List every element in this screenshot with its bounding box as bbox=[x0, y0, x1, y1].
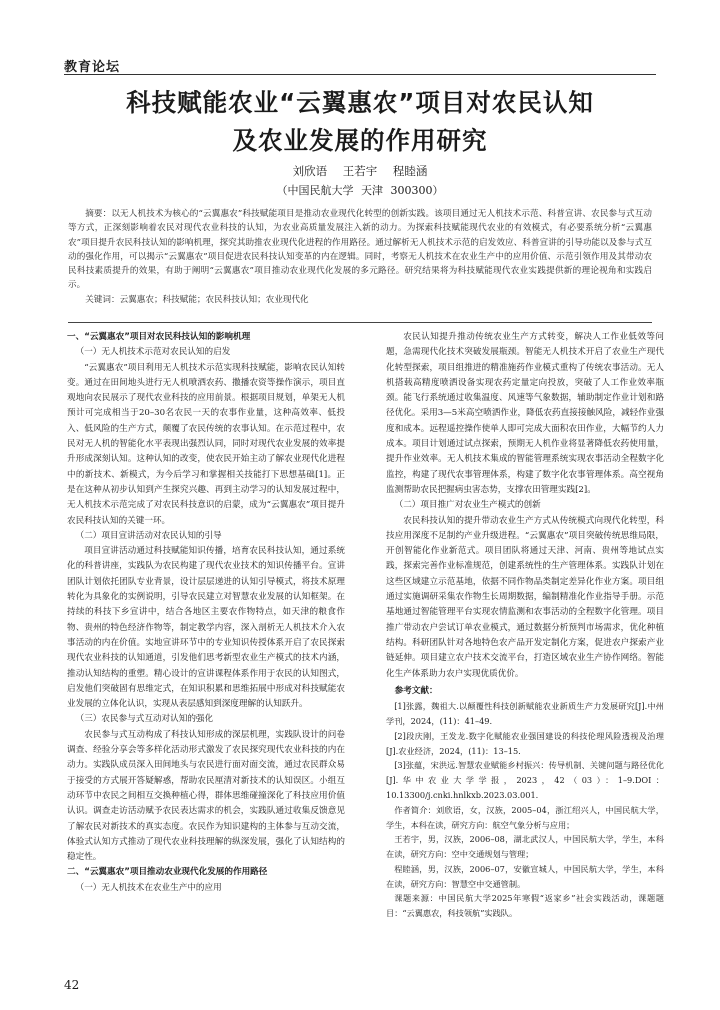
affiliation: （中国民航大学 天津 300300） bbox=[276, 184, 444, 197]
reference-item: [2]段庆刚，王发龙.数字化赋能农业强国建设的科技伦理风险透视及治理[J].农业经济，2024，(11)：13–15. bbox=[386, 730, 664, 756]
header-rule bbox=[64, 74, 656, 75]
left-column bbox=[67, 330, 345, 896]
paragraph: 农民科技认知的提升带动农业生产方式从传统模式向现代化转型，科技应用深度不足制约产业升级进程。“云翼惠农”项目突破传统思维局限，开创智能化作业新范式。项目团队将通过天津、河南、贵州等地试点实践，探索完善作业标准规范，创建系统性的生产管理体系。实践队计划在这些区域建立示范基地，依据不同作物品类制定差异化作业方案。项目组通过实施调研采集农作物生长周期数据，编制精准化作业指导手册。示范基地通过智能管理平台实现农情监测和农事活动的全程数字化管理。项目推广带动农户尝试订单农业模式，通过数据分析预判市场需求，优化种植结构。科研团队针对各地特色农产品开发定制化方案，促进农户探索产业链延伸。项目建立农户技术交流平台，打造区域农业生产协作网络。智能化生产体系助力农户实现优质优价。 bbox=[386, 515, 664, 679]
paragraph: 项目宣讲活动通过科技赋能知识传播，培育农民科技认知，通过系统化的科普讲座，实践队为农民构建了现代农业技术的知识传播平台。宣讲团队计划依托团队专业背景，设计层层递进的认知引导模式，将技术原理转化为具象化的实例说明，引导农民建立对智慧农业发展的认知框架。在持续的科技下乡宣讲中，结合各地区主要农作物特点，如天津的粮食作物、贵州的特色经济作物等，制定教学内容，深入剖析无人机技术介入农事活动的内在价值。实地宣讲环节中的专业知识传授体系开启了农民探索现代农业科技的认知通道，引发他们思考新型农业生产模式的技术内涵，推动认知结构的重塑。精心设计的宣讲课程体系作用于农民的认知图式，启发他们突破固有思维定式，在知识积累和思维拓展中形成对科技赋能农业发展的立体化认识，实现从表层感知到深度理解的认知跃升。 bbox=[67, 546, 345, 710]
subheading-2-1: （一）无人机技术在农业生产中的应用 bbox=[75, 882, 222, 893]
subheading-1-2: （二）项目宣讲活动对农民认知的引导 bbox=[75, 530, 222, 541]
paragraph: “云翼惠农”项目利用无人机技术示范实现科技赋能，影响农民认知转变。通过在田间地头进行无人机喷洒农药、撒播农资等操作演示，项目直观地向农民展示了现代农业科技的应用前景。根据项目规划，单架无人机预计可完成相当于20–30名农民一天的农事作业量，这种高效率、低投入、低风险的生产方式，颠覆了农民传统的农事认知。在示范过程中，农民对无人机的智能化水平表现出强烈认同，同时对现代农业发展的效率提升形成深刻认知。这种认知的改变，使农民开始主动了解农业现代化进程中的新技术、新模式，为今后学习和掌握相关技能打下思想基础[1]。正是在这种从初步认知到产生探究兴趣、再到主动学习的认知发展过程中，无人机技术示范完成了对农民科技意识的启蒙，成为“云翼惠农”项目提升农民科技认知的关键一环。 bbox=[67, 362, 345, 526]
title-line-2: 及农业发展的作用研究 bbox=[232, 126, 488, 155]
page-number: 42 bbox=[64, 978, 80, 992]
title-line-1: 科技赋能农业“云翼惠农”项目对农民认知 bbox=[126, 88, 594, 117]
references-heading: 参考文献： bbox=[394, 685, 438, 696]
section-label: 教育论坛 bbox=[64, 60, 121, 75]
author-bio: 作者简介：刘欣语，女，汉族，2005–04，浙江绍兴人，中国民航大学，学生，本科在读，研究方向：航空气象分析与应用； bbox=[386, 804, 664, 830]
abstract-text: 摘要：以无人机技术为核心的“云翼惠农”科技赋能项目是推动农业现代化转型的创新实践。该项目通过无人机技术示范、科普宣讲、农民参与式互动等方式，正深刻影响着农民对现代农业科技的认知，为农业高质量发展注入新的动力。为探索科技赋能现代农业的有效模式，有必要系统分析“云翼惠农”项目提升农民科技认知的影响机理，探究其助推农业现代化进程的作用路径。通过解析无人机技术示范的启发效应、科普宣讲的引导功能以及参与式互动的强化作用，可以揭示“云翼惠农”项目促进农民科技认知变革的内在逻辑。同时，考察无人机技术在农业生产中的应用价值、示范引领作用及其带动农民科技素质提升的效果，有助于阐明“云翼惠农”项目推动农业现代化发展的多元路径。研究结果将为科技赋能现代农业实践提供新的理论视角和实践启示。 bbox=[68, 209, 652, 291]
funding-note: 课题来源：中国民航大学2025年寒假“返家乡”社会实践活动，课题题目：“云翼惠农，科技领航”实践队。 bbox=[386, 893, 664, 919]
authors: 刘欣语 王若宇 程睦涵 bbox=[292, 164, 428, 178]
right-column bbox=[386, 330, 664, 921]
subheading-2-2: （二）项目推广对农业生产模式的创新 bbox=[394, 500, 541, 511]
section-heading-1: 一、“云翼惠农”项目对农民科技认知的影响机理 bbox=[67, 332, 251, 342]
subheading-1-1: （一）无人机技术示范对农民认知的启发 bbox=[75, 347, 231, 358]
abstract-block bbox=[68, 207, 652, 307]
paragraph: 农民参与式互动构成了科技认知形成的深层机理，实践队设计的问卷调查、经验分享会等多样化活动形式激发了农民探究现代农业科技的内在动力。实践队成员深入田间地头与农民进行面对面交流，通过农民群众易于接受的方式展开答疑解惑，帮助农民厘清对新技术的认知误区。小组互动环节中农民之间相互交换种植心得，群体思维碰撞深化了科技应用价值认识。调查走访活动赋予农民表达需求的机会，实践队通过收集反馈意见了解农民对新技术的真实态度。农民作为知识建构的主体参与互动交流，体验式认知方式推动了现代农业科技理解的纵深发展，强化了认知结构的稳定性。 bbox=[67, 729, 345, 863]
keywords: 关键词：云翼惠农；科技赋能；农民科技认知；农业现代化 bbox=[85, 294, 309, 305]
reference-item: [3]张蕴，宋洪远.智慧农业赋能乡村振兴：传导机制、关键问题与路径优化[J].华中农业大学学报，2023，42（03）：1–9.DOI：10.13300/j.cnki.hnlkxb.2023.03.001. bbox=[386, 760, 664, 800]
section-heading-2: 二、“云翼惠农”项目推动农业现代化发展的作用路径 bbox=[67, 867, 268, 878]
abstract-rule bbox=[68, 322, 652, 323]
subheading-1-3: （三）农民参与式互动对认知的强化 bbox=[75, 714, 214, 725]
reference-item: [1]张露，魏祖大.以颠覆性科技创新赋能农业新质生产力发展研究[J].中州学刊，2024，(11)：41–49. bbox=[386, 701, 664, 726]
article-title bbox=[64, 84, 656, 160]
author-bio: 程睦涵，男，汉族，2006–07，安徽宣城人，中国民航大学，学生，本科在读，研究方向：智慧空中交通管制。 bbox=[386, 863, 664, 889]
paragraph: 农民认知提升推动传统农业生产方式转变，解决人工作业低效等问题，急需现代化技术突破发展瓶颈。智能无人机技术开启了农业生产现代化转型探索，项目组推进的精准施药作业模式重构了传统农事活动。无人机搭载高精度喷洒设备实现农药定量定向投放，突破了人工作业效率瓶颈。能飞行系统通过收集温度、风速等气象数据，辅助制定作业计划和路径优化。采用3—5米高空喷洒作业，降低农药直接接触风险，减轻作业强度和成本。远程遥控操作使单人即可完成大面积农田作业，大幅节约人力成本。项目计划通过试点探索，预期无人机作业将显著降低农药使用量，提升作业效率。无人机技术集成的智能管理系统实现农事活动全程数字化监控，构建了现代农事管理体系，构建了数字化农事管理体系。高空视角监测帮助农民把握病虫害态势，支撑农田管理实践[2]。 bbox=[386, 332, 664, 495]
author-bio: 王若宇，男，汉族，2006–08，湖北武汉人，中国民航大学，学生，本科在读，研究方向：空中交通规划与管理； bbox=[386, 834, 664, 860]
